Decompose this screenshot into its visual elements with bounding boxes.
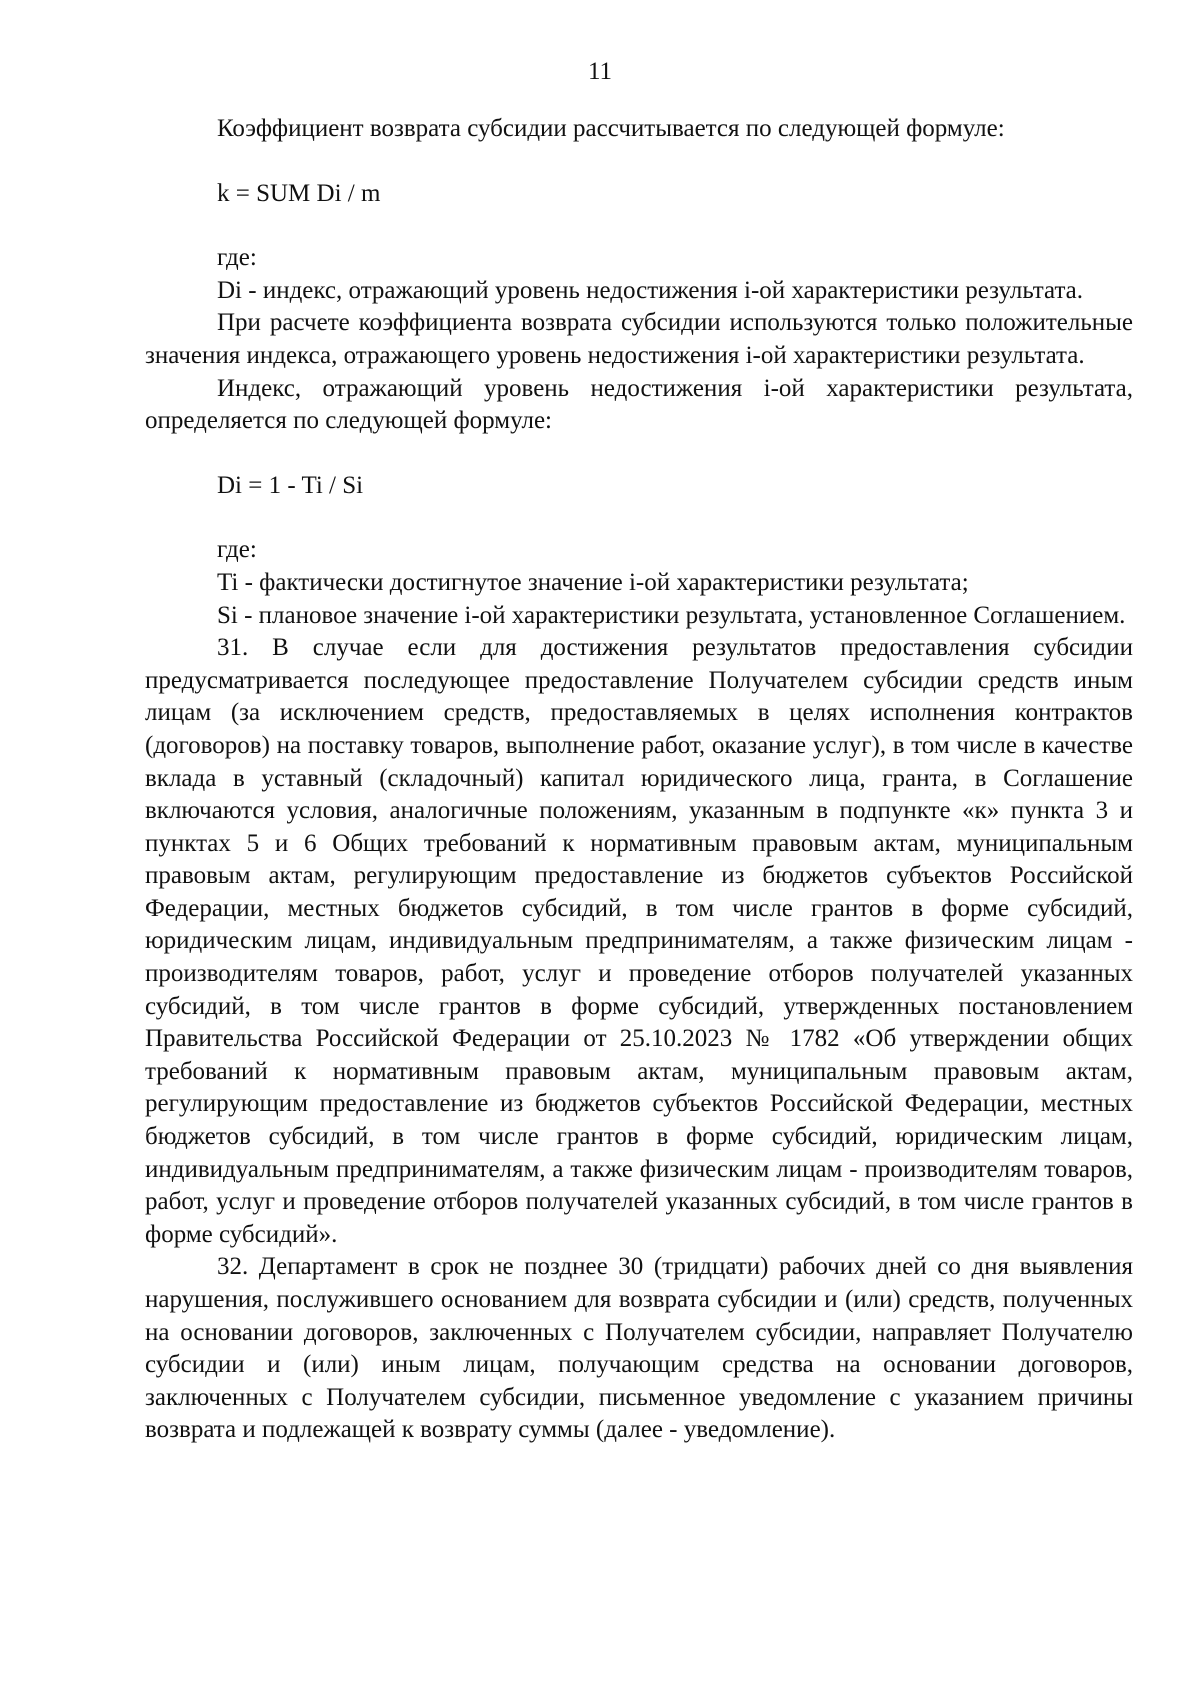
paragraph-31: 31. В случае если для достижения результатов предоставления субсидии предусматривается последующее предоставление Получателем субсидии средств иным лицам (за исключением средств, предоставляемых в целях исполнения контрактов (договоров) на поставку товаров, выполнение работ, оказание услуг), в том числе в качестве вклада в уставный (складочный) капитал юридического лица, гранта, в Соглашение включаются условия, аналогичные положениям, указанным в подпункте «к» пункта 3 и пунктах 5 и 6 Общих требований к нормативным правовым актам, муниципальным правовым актам, регулирующим предоставление из бюджетов субъектов Российской Федерации, местных бюджетов субсидий, в том числе грантов в форме субсидий, юридическим лицам, индивидуальным предпринимателям, а также физическим лицам - производителям товаров, работ, услуг и проведение отборов получателей указанных субсидий, в том числе грантов в форме субсидий, утвержденных постановлением Правительства Российской Федерации от 25.10.2023 № 1782 «Об утверждении общих требований к нормативным правовым актам, муниципальным правовым актам, регулирующим предоставление из бюджетов субъектов Российской Федерации, местных бюджетов субсидий, в том числе грантов в форме субсидий, юридическим лицам, индивидуальным предпринимателям, а также физическим лицам - производителям товаров, работ, услуг и проведение отборов получателей указанных субсидий, в том числе грантов в форме субсидий». bbox=[145, 634, 1133, 1248]
page-number: 11 bbox=[587, 58, 613, 85]
formula-intro-paragraph: Коэффициент возврата субсидии рассчитывается по следующей формуле: bbox=[217, 115, 1005, 142]
formula-k: k = SUM Di / m bbox=[217, 179, 381, 207]
definition-ti: Ti - фактически достигнутое значение i-ой характеристики результата; bbox=[217, 568, 969, 596]
definition-si: Si - плановое значение i-ой характеристики результата, установленное Соглашением. bbox=[217, 601, 1126, 629]
paragraph-32: 32. Департамент в срок не позднее 30 (тридцати) рабочих дней со дня выявления нарушения, послужившего основанием для возврата субсидии и (или) средств, полученных на основании договоров, заключенных с Получателем субсидии, направляет Получателю субсидии и (или) иным лицам, получающим средства на основании договоров, заключенных с Получателем субсидии, письменное уведомление с указанием причины возврата и подлежащей к возврату суммы (далее - уведомление). bbox=[145, 1253, 1133, 1444]
positive-values-paragraph: При расчете коэффициента возврата субсидии используются только положительные значения индекса, отражающего уровень недостижения i-ой характеристики результата. bbox=[145, 309, 1133, 369]
where-label-2: где: bbox=[217, 536, 257, 564]
where-label: где: bbox=[217, 244, 257, 272]
document-body bbox=[145, 113, 1133, 1447]
definition-di: Di - индекс, отражающий уровень недостижения i-ой характеристики результата. bbox=[217, 276, 1084, 304]
index-formula-intro-paragraph: Индекс, отражающий уровень недостижения i-ой характеристики результата, определяется по следующей формуле: bbox=[145, 374, 1133, 435]
formula-di: Di = 1 - Ti / Si bbox=[217, 471, 364, 499]
